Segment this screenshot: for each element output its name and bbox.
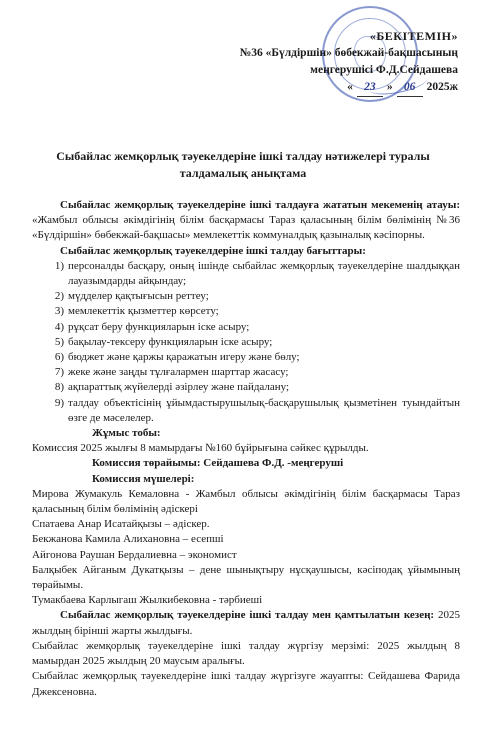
approval-org: №36 «Бүлдіршін» бөбекжай-бақшасының bbox=[239, 47, 458, 59]
period-paragraph bbox=[32, 608, 460, 638]
list-item: 1) персоналды басқару, оның ішінде сыбайлас жемқорлық тәуекелдеріне шалдыққан лауазымдарды айқындау; bbox=[54, 259, 460, 288]
period-heading: Сыбайлас жемқорлық тәуекелдеріне ішкі талдау мен қамтылатын кезең: bbox=[60, 609, 435, 622]
list-item: 3) мемлекеттік қызметтер көрсету; bbox=[54, 305, 219, 318]
member-item: Айгонова Раушан Бердалиевна – экономист bbox=[32, 548, 237, 561]
date-month: 06 bbox=[397, 79, 423, 97]
period-text: 2025 жылдың бірінші жарты жылдығы. bbox=[32, 609, 460, 637]
org-heading: Сыбайлас жемқорлық тәуекелдеріне ішкі талдауға жататын мекеменің атауы: bbox=[60, 199, 460, 211]
date-day: 23 bbox=[357, 79, 383, 97]
org-paragraph bbox=[32, 198, 460, 244]
approval-word: «БЕКІТЕМІН» bbox=[369, 29, 458, 43]
responsible-paragraph: Сыбайлас жемқорлық тәуекелдеріне ішкі талдау жүргізуге жауапты: Сейдашева Фарида Джексеновна. bbox=[32, 670, 460, 698]
approval-head: меңгерушісі Ф.Д.Сейдашева bbox=[310, 64, 458, 76]
list-item: 7) жеке және заңды тұлғалармен шарттар жасасу; bbox=[54, 366, 289, 379]
list-item: 8) ақпараттық жүйелерді әзірлеу және пайдалану; bbox=[54, 381, 290, 394]
commission-created: Комиссия 2025 жылғы 8 мамырдағы №160 бұйрығына сәйкес құрылды. bbox=[32, 442, 369, 455]
date-year: 2025ж bbox=[426, 81, 458, 93]
org-text: «Жамбыл облысы әкімдігінің білім басқармасы Тараз қаласының білім бөлімінің №36 «Бүлдіршін» бөбекжай-бақшасы» мемлекеттік коммуналдық қазыналық кәсіпорны. bbox=[32, 214, 460, 242]
list-item: 5) бақылау-тексеру функцияларын іске асыру; bbox=[54, 335, 273, 348]
list-item: 9) талдау объектісінің ұйымдастырушылық-басқарушылық қызметінен туындайтын өзге де мәселелер. bbox=[54, 396, 460, 424]
list-item: 6) бюджет және қаржы қаражатын игеру және бөлу; bbox=[54, 351, 300, 364]
term-paragraph: Сыбайлас жемқорлық тәуекелдеріне ішкі талдау жүргізу мерзімі: 2025 жылдың 8 мамырдан 2025 жылдың 20 маусым аралығы. bbox=[32, 639, 460, 668]
commission-chair: Комиссия төрайымы: Сейдашева Ф.Д. -меңгеруші bbox=[92, 457, 344, 470]
member-item: Бекжанова Камила Алихановна – есепші bbox=[32, 533, 224, 546]
directions-list bbox=[32, 259, 460, 426]
approval-block bbox=[158, 28, 458, 97]
approval-date: « 23 » 06 2025ж bbox=[158, 79, 458, 97]
document-title: Сыбайлас жемқорлық тәуекелдеріне ішкі талдау нәтижелері туралы талдамалық анықтама bbox=[56, 149, 430, 180]
document-body bbox=[32, 198, 460, 700]
member-item: Мирова Жумакуль Кемаловна - Жамбыл облысы әкімдігінің білім басқармасы Тараз қаласының білім бөлімінің әдіскері bbox=[32, 487, 460, 516]
directions-heading: Сыбайлас жемқорлық тәуекелдеріне ішкі талдау бағыттары: bbox=[60, 244, 366, 257]
list-item: 2) мүдделер қақтығысын реттеу; bbox=[54, 290, 209, 303]
members-heading: Комиссия мүшелері: bbox=[92, 472, 195, 485]
member-item: Балқыбек Айганым Дукатқызы – дене шынықтыру нұсқаушысы, кәсіподақ ұйымының төрайымы. bbox=[32, 563, 460, 592]
list-item: 4) рұқсат беру функцияларын іске асыру; bbox=[54, 320, 250, 333]
member-item: Тумакбаева Карлыгаш Жылкибековна - тәрбиеші bbox=[32, 594, 263, 607]
member-item: Спатаева Анар Исатайқызы – әдіскер. bbox=[32, 518, 210, 531]
work-group-heading: Жұмыс тобы: bbox=[92, 427, 161, 440]
